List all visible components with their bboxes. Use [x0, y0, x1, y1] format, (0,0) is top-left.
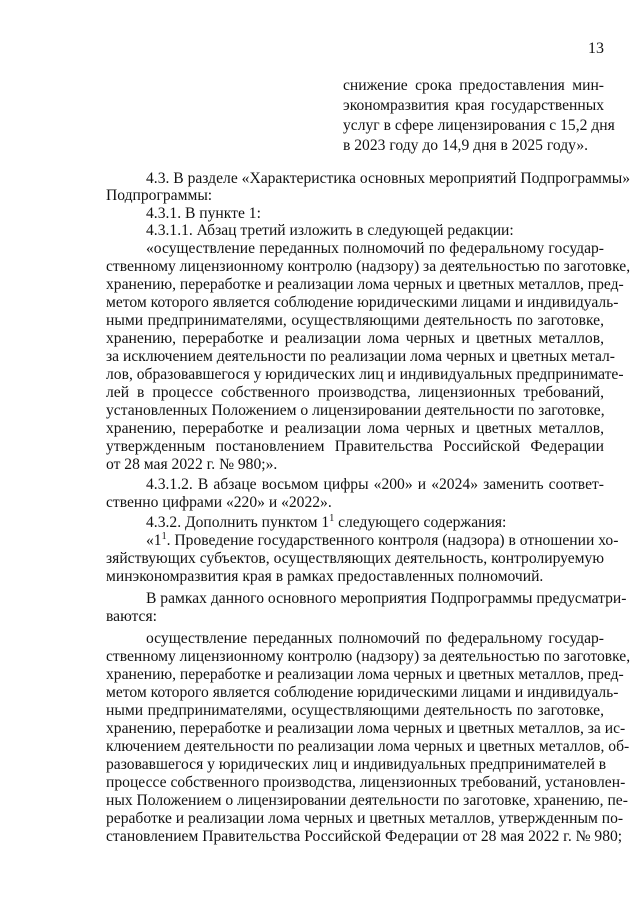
item-heading: 4.3.1.1. Абзац третий изложить в следующей редакции: [146, 222, 514, 239]
quote-text: . Проведение государственного контроля (надзора) в отношении хо- [166, 532, 619, 549]
text-line: ственному лицензионному контролю (надзору) за деятельностью по заготовке, [106, 648, 631, 665]
text-line: процессе собственного производства, лицензионных требований, установлен- [106, 774, 626, 791]
text-line: «осуществление переданных полномочий по федеральному государ- [146, 240, 604, 257]
text-line: метом которого является соблюдение юридическими лицами и индивидуаль- [106, 684, 619, 701]
text-line: ными предпринимателями, осуществляющими деятельность по заготовке, [106, 312, 604, 329]
superscript: 1 [329, 512, 335, 524]
text-line: 4.3.1.2. В абзаце восьмом цифры «200» и «2024» заменить соответ- [146, 476, 604, 493]
text-line: реработке и реализации лома черных и цветных металлов, утвержденным по- [106, 810, 624, 827]
item-text: 4.3.2. Дополнить пунктом 1 [146, 514, 330, 531]
text-line: хранению, переработке и реализации лома черных и цветных металлов, [106, 420, 604, 437]
text-line: метом которого является соблюдение юридическими лицами и индивидуаль- [106, 294, 619, 311]
text-line: хранению, переработке и реализации лома черных и цветных металлов, за ис- [106, 720, 626, 737]
text-line: экономразвития края государственных [343, 97, 604, 114]
section-heading: Подпрограммы: [106, 187, 213, 204]
text-line: ваются: [106, 608, 157, 625]
text-line: ключением деятельности по реализации лома черных и цветных металлов, об- [106, 738, 630, 755]
text-line: утвержденным постановлением Правительства Российской Федерации [106, 438, 604, 455]
text-line: В рамках данного основного мероприятия Подпрограммы предусматри- [146, 590, 627, 607]
text-line: ственному лицензионному контролю (надзору) за деятельностью по заготовке, [106, 258, 631, 275]
section-heading: 4.3. В разделе «Характеристика основных мероприятий Подпрограммы» [146, 170, 631, 187]
text-line: в 2023 году до 14,9 дня в 2025 году». [343, 137, 589, 154]
text-line: лей в процессе собственного производства, лицензионных требований, [106, 384, 604, 401]
text-line: хранению, переработке и реализации лома черных и цветных металлов, пред- [106, 666, 624, 683]
item-heading [146, 514, 604, 532]
item-heading: 4.3.1. В пункте 1: [146, 205, 261, 222]
superscript: 1 [161, 530, 167, 542]
quote-text: «1 [146, 532, 162, 549]
text-line: ных Положением о лицензировании деятельности по заготовке, хранению, пе- [106, 792, 628, 809]
text-line: лов, образовавшегося у юридических лиц и индивидуальных предпринимате- [106, 366, 624, 383]
text-line: минэкономразвития края в рамках предоставленных полномочий. [106, 568, 544, 585]
text-line: становлением Правительства Российской Федерации от 28 мая 2022 г. № 980; [106, 828, 623, 845]
text-line: разовавшегося у юридических лиц и индивидуальных предпринимателей в [106, 756, 607, 773]
text-line: ственно цифрами «220» и «2022». [106, 494, 332, 511]
text-line: хранению, переработке и реализации лома черных и цветных металлов, пред- [106, 276, 624, 293]
text-line: хранению, переработке и реализации лома черных и цветных металлов, [106, 330, 604, 347]
text-line [146, 530, 619, 550]
text-line: ными предпринимателями, осуществляющими деятельность по заготовке, [106, 702, 604, 719]
page-number: 13 [588, 40, 604, 57]
text-line: снижение срока предоставления мин- [343, 77, 604, 94]
text-line: зяйствующих субъектов, осуществляющих деятельность, контролируемую [106, 550, 604, 567]
item-text: следующего содержания: [334, 514, 507, 531]
text-line: от 28 мая 2022 г. № 980;». [106, 456, 278, 473]
text-line: услуг в сфере лицензирования с 15,2 дня [343, 117, 615, 134]
text-line: установленных Положением о лицензировании деятельности по заготовке, [106, 402, 605, 419]
text-line: осуществление переданных полномочий по федеральному государ- [146, 630, 604, 647]
text-line: за исключением деятельности по реализации лома черных и цветных метал- [106, 348, 615, 365]
